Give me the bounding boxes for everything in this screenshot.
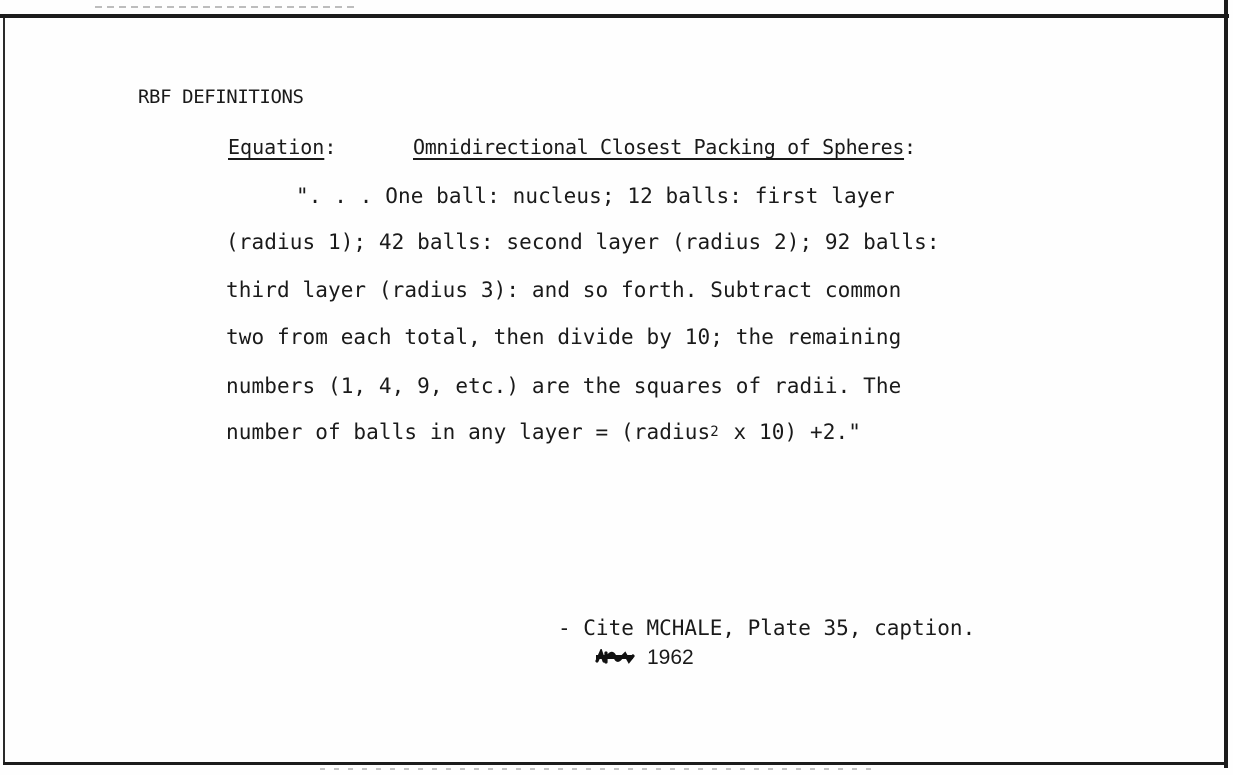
entry-title-text: Omnidirectional Closest Packing of Spheres — [413, 135, 905, 159]
card-border-left — [3, 18, 5, 764]
adjacent-card-edge-bottom — [320, 768, 880, 770]
superscript-exponent: 2 — [710, 424, 719, 440]
entry-label-colon: : — [324, 135, 337, 159]
card-heading: RBF DEFINITIONS — [138, 86, 304, 108]
quote-line-5: numbers (1, 4, 9, etc.) are the squares of radii. The — [226, 374, 902, 398]
citation-year-row — [595, 646, 694, 670]
card-border-right — [1224, 0, 1228, 768]
card-border-top — [0, 14, 1229, 18]
citation-line: - Cite MCHALE, Plate 35, caption. — [558, 616, 976, 640]
adjacent-card-edge-top — [95, 6, 355, 8]
entry-label-text: Equation — [228, 135, 325, 159]
strikeout-scribble-icon — [595, 649, 635, 665]
quote-line-6-tail: x 10) +2." — [720, 420, 861, 444]
quote-line-4: two from each total, then divide by 10; the remaining — [226, 325, 902, 349]
entry-label — [228, 135, 336, 159]
quote-line-6 — [226, 420, 861, 444]
quote-line-2: (radius 1); 42 balls: second layer (radius 2); 92 balls: — [226, 230, 940, 254]
quote-line-6-text: number of balls in any layer = (radius — [226, 420, 711, 444]
citation-year: 1962 — [647, 646, 694, 669]
entry-title-colon: : — [904, 135, 916, 159]
quote-line-1: ". . . One ball: nucleus; 12 balls: first layer — [296, 184, 895, 208]
quote-line-3: third layer (radius 3): and so forth. Subtract common — [226, 278, 902, 302]
struck-out-text — [595, 649, 635, 665]
card-border-bottom — [3, 762, 1228, 765]
entry-title — [413, 135, 916, 159]
